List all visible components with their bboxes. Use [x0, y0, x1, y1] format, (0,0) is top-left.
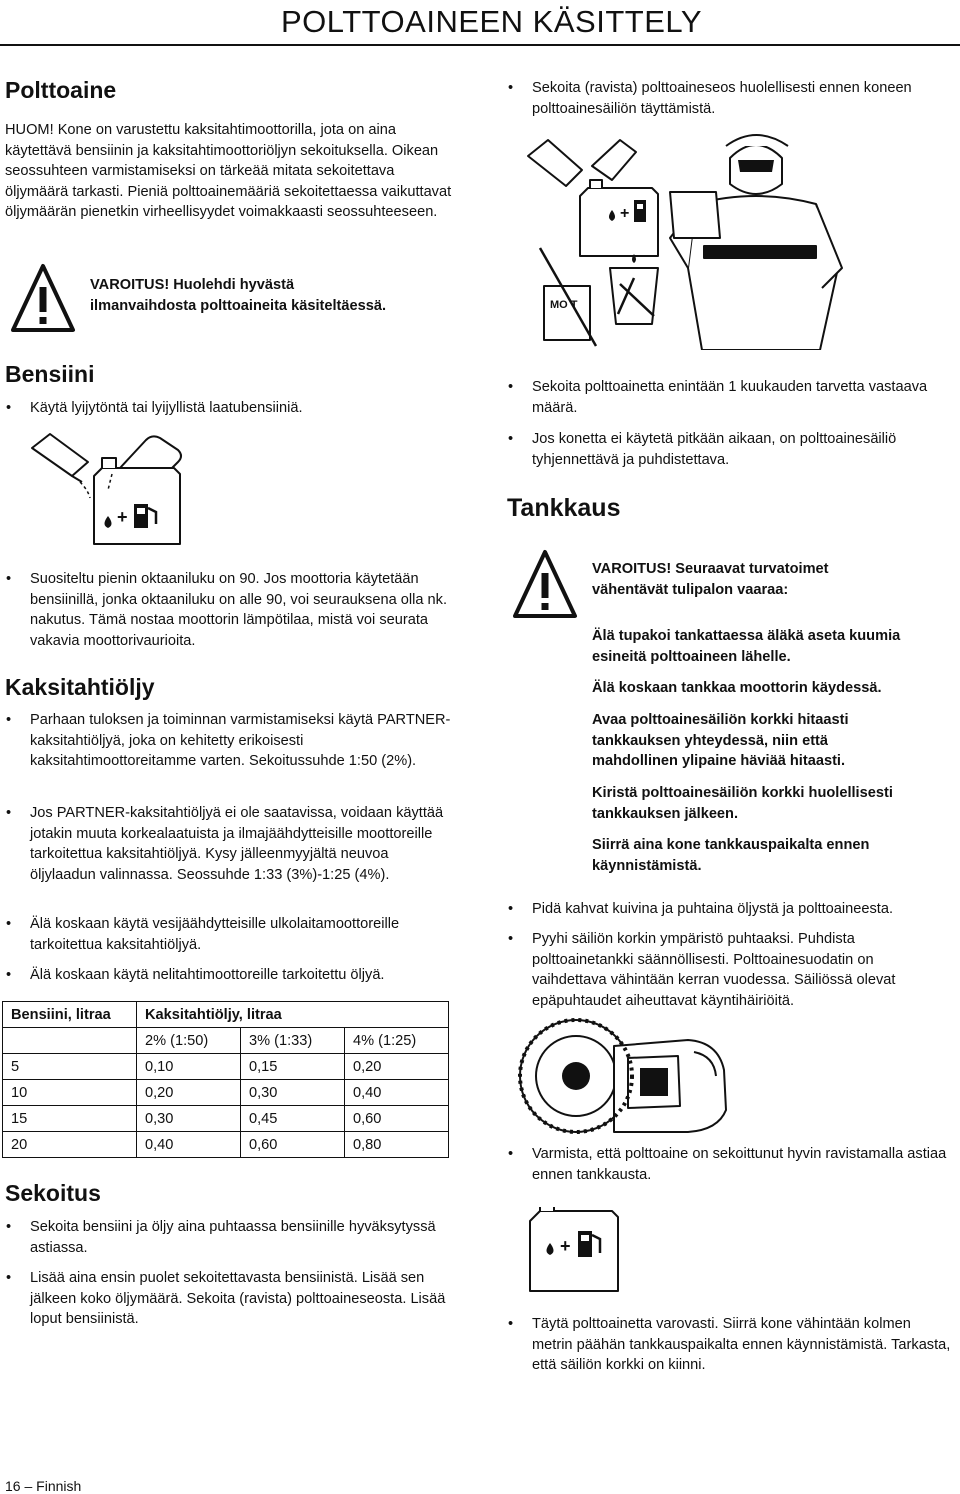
svg-text:+: +	[620, 205, 630, 222]
table-cell: 0,30	[137, 1106, 241, 1132]
table-cell: 0,40	[137, 1132, 241, 1158]
table-cell: 10	[3, 1080, 137, 1106]
refuel-bullet-text: Pidä kahvat kuivina ja puhtaina öljystä ja polttoaineesta.	[532, 901, 894, 917]
table-header-petrol: Bensiini, litraa	[3, 1002, 137, 1028]
table-row	[3, 1106, 449, 1132]
page-header-title: POLTTOAINEEN KÄSITTELY	[281, 4, 702, 39]
table-cell: 0,45	[241, 1106, 345, 1132]
svg-text:+: +	[560, 1236, 571, 1256]
section-heading-tankkaus: Tankkaus	[507, 494, 621, 522]
person-shaking-fuel-illustration	[520, 118, 860, 350]
list-item: • Suositeltu pienin oktaaniluku on 90. Jos moottoria käytetään bensiinillä, jonka oktaaniluku on alle 90, voi seurauksena olla nk. nakutus. Tämä nostaa moottorin lämpötilaa, mistä voi seurata vakavia moottorivaurioita.	[6, 571, 447, 649]
page-number: 16	[5, 1478, 21, 1494]
fire-warning-item: Älä koskaan tankkaa moottorin käydessä.	[592, 680, 882, 696]
fire-warning-item: Avaa polttoainesäiliön korkki hitaasti tankkauksen yhteydessä, niin että mahdollinen ylipaine häviää hitaasti.	[592, 712, 849, 769]
table-cell: 0,80	[345, 1132, 449, 1158]
list-item: • Älä koskaan käytä nelitahtimoottoreille tarkoitettu öljyä.	[6, 967, 385, 983]
bensiini-bullet-text: Suositeltu pienin oktaaniluku on 90. Jos moottoria käytetään bensiinillä, jonka oktaaniluku on alle 90, voi seurauksena olla nk. nakutus. Tämä nostaa moottorin lämpötilaa, mistä voi seurata vakavia moottorivaurioita.	[30, 571, 447, 649]
table-row	[3, 1028, 449, 1054]
fire-warning-title-line2: vähentävät tulipalon vaaraa:	[592, 582, 789, 598]
table-row	[3, 1132, 449, 1158]
oil-bullet-text: Älä koskaan käytä nelitahtimoottoreille tarkoitettu öljyä.	[30, 967, 385, 983]
list-item: • Jos konetta ei käytetä pitkään aikaan, on polttoainesäiliö tyhjennettävä ja puhdistettava.	[508, 431, 897, 468]
table-header-ratio: 4% (1:25)	[345, 1028, 449, 1054]
page-footer	[5, 1478, 81, 1494]
list-item: • Pidä kahvat kuivina ja puhtaina öljystä ja polttoaineesta.	[508, 901, 894, 917]
table-cell: 0,60	[345, 1106, 449, 1132]
table-cell: 20	[3, 1132, 137, 1158]
fire-warning-item: Älä tupakoi tankattaessa äläkä aseta kuumia esineitä polttoaineen lähelle.	[592, 628, 901, 665]
fuel-mix-table	[2, 1001, 449, 1158]
warning-ventilation-line1: VAROITUS! Huolehdi hyvästä	[90, 277, 295, 293]
fire-warning-item: Kiristä polttoainesäiliön korkki huolellisesti tankkauksen jälkeen.	[592, 785, 893, 822]
section-heading-bensiini: Bensiini	[5, 361, 95, 387]
list-item: • Varmista, että polttoaine on sekoittunut hyvin ravistamalla astiaa ennen tankkausta.	[508, 1146, 947, 1183]
header-rule	[0, 44, 960, 46]
warning-ventilation-line2: ilmanvaihdosta polttoaineita käsiteltäessä.	[90, 298, 387, 314]
table-row	[3, 1002, 449, 1028]
oil-bullet-text: Älä koskaan käytä vesijäähdytteisille ulkolaitamoottoreille tarkoitettua kaksitahtiöljyä.	[30, 916, 400, 953]
list-item: • Sekoita (ravista) polttoaineseos huolellisesti ennen koneen polttoainesäiliön täyttämistä.	[508, 80, 912, 117]
refuel-bullet-text: Täytä polttoainetta varovasti. Siirrä kone vähintään kolmen metrin päähän tankkauspaikalta ennen käynnistämistä. Tarkasta, että säiliön korkki on kiinni.	[532, 1316, 951, 1373]
footer-language: Finnish	[36, 1478, 82, 1494]
fire-warning-item: Siirrä aina kone tankkauspaikalta ennen käynnistämistä.	[592, 837, 870, 874]
warning-triangle-icon	[10, 263, 76, 333]
fire-warning-title-line1: VAROITUS! Seuraavat turvatoimet	[592, 561, 829, 577]
section-heading-polttoaine: Polttoaine	[5, 77, 117, 103]
table-row	[3, 1054, 449, 1080]
table-cell: 0,40	[345, 1080, 449, 1106]
oil-bullet-text: Parhaan tuloksen ja toiminnan varmistamiseksi käytä PARTNER-kaksitahtiöljyä, joka on kehitetty erikoisesti kaksitahtimoottoreitamme varten. Sekoitussuhde 1:50 (2%).	[30, 712, 451, 769]
power-cutter-illustration	[518, 1010, 738, 1136]
list-item: • Lisää aina ensin puolet sekoitettavasta bensiinistä. Lisää sen jälkeen koko öljymäärä. Sekoita (ravista) polttoaineseosta. Lisää loput bensiinistä.	[6, 1270, 446, 1327]
polttoaine-paragraph: HUOM! Kone on varustettu kaksitahtimoottorilla, jota on aina käytettävä bensiinin ja kaksitahtimoottoriöljyn sekoituksella. Oikean seossuhteen varmistamiseksi on tärkeää mitata sekoitettava öljymäärä tarkasti. Pieniä polttoainemääriä sekoitettaessa vaikuttavat öljymäärän pienetkin virheellisyydet voimakkaasti seossuhteeseen.	[5, 122, 452, 220]
mixing-bullet-text: Jos konetta ei käytetä pitkään aikaan, on polttoainesäiliö tyhjennettävä ja puhdistettava.	[532, 431, 897, 468]
table-cell: 5	[3, 1054, 137, 1080]
fuel-mixing-illustration	[28, 428, 188, 550]
oil-can-label: MO T	[550, 299, 578, 311]
mixing-bullet-text: Sekoita polttoainetta enintään 1 kuukauden tarvetta vastaava määrä.	[532, 379, 928, 416]
table-cell: 0,20	[345, 1054, 449, 1080]
mixing-bullet-text: Sekoita (ravista) polttoaineseos huolellisesti ennen koneen polttoainesäiliön täyttämistä.	[532, 80, 912, 117]
table-header-oil: Kaksitahtiöljy, litraa	[137, 1002, 449, 1028]
table-header-ratio: 3% (1:33)	[241, 1028, 345, 1054]
list-item: • Käytä lyijytöntä tai lyijyllistä laatubensiiniä.	[6, 400, 303, 416]
list-item: • Älä koskaan käytä vesijäähdytteisille ulkolaitamoottoreille tarkoitettua kaksitahtiöljyä.	[6, 916, 400, 953]
list-item: • Täytä polttoainetta varovasti. Siirrä kone vähintään kolmen metrin päähän tankkauspaikalta ennen käynnistämistä. Tarkasta, että säiliön korkki on kiinni.	[508, 1316, 951, 1373]
oil-bullet-text: Jos PARTNER-kaksitahtiöljyä ei ole saatavissa, voidaan käyttää jotakin muuta korkealaatuista ja ilmajäähdytteisille moottoreille tarkoitettua kaksitahtiöljyä. Kysy jälleenmyyjältä neuvoa öljylaadun valinnassa. Seossuhde 1:33 (3%)-1:25 (4%).	[30, 805, 444, 883]
warning-triangle-icon	[512, 549, 578, 619]
table-cell: 0,20	[137, 1080, 241, 1106]
fuel-canister-illustration	[526, 1207, 622, 1295]
mixing-bullet-text: Lisää aina ensin puolet sekoitettavasta bensiinistä. Lisää sen jälkeen koko öljymäärä. Sekoita (ravista) polttoaineseosta. Lisää loput bensiinistä.	[30, 1270, 446, 1327]
table-cell: 0,30	[241, 1080, 345, 1106]
table-cell: 15	[3, 1106, 137, 1132]
list-item: • Jos PARTNER-kaksitahtiöljyä ei ole saatavissa, voidaan käyttää jotakin muuta korkealaatuista ja ilmajäähdytteisille moottoreille tarkoitettua kaksitahtiöljyä. Kysy jälleenmyyjältä neuvoa öljylaadun valinnassa. Seossuhde 1:33 (3%)-1:25 (4%).	[6, 805, 444, 883]
table-row	[3, 1080, 449, 1106]
table-cell: 0,15	[241, 1054, 345, 1080]
list-item: • Pyyhi säiliön korkin ympäristö puhtaaksi. Puhdista polttoainetankki säännöllisesti. Polttoainesuodatin on vaihdettava vähintään kerran vuodessa. Säiliössä olevat epäpuhtaudet aiheuttavat käyntihäiriöitä.	[508, 931, 896, 1009]
table-cell: 0,10	[137, 1054, 241, 1080]
mixing-bullet-text: Sekoita bensiini ja öljy aina puhtaassa bensiinille hyväksytyssä astiassa.	[30, 1219, 436, 1256]
table-cell: 0,60	[241, 1132, 345, 1158]
refuel-bullet-text: Pyyhi säiliön korkin ympäristö puhtaaksi. Puhdista polttoainetankki säännöllisesti. Polttoainesuodatin on vaihdettava vähintään kerran vuodessa. Säiliössä olevat epäpuhtaudet aiheuttavat käyntihäiriöitä.	[532, 931, 896, 1009]
section-heading-kaksitahtioljy: Kaksitahtiöljy	[5, 674, 155, 700]
list-item: • Parhaan tuloksen ja toiminnan varmistamiseksi käytä PARTNER-kaksitahtiöljyä, joka on kehitetty erikoisesti kaksitahtimoottoreitamme varten. Sekoitussuhde 1:50 (2%).	[6, 712, 451, 769]
refuel-bullet-text: Varmista, että polttoaine on sekoittunut hyvin ravistamalla astiaa ennen tankkausta.	[532, 1146, 947, 1183]
footer-dash: –	[24, 1478, 33, 1494]
svg-text:+: +	[117, 507, 128, 527]
list-item: • Sekoita polttoainetta enintään 1 kuukauden tarvetta vastaava määrä.	[508, 379, 928, 416]
bensiini-bullet-text: Käytä lyijytöntä tai lyijyllistä laatubensiiniä.	[30, 400, 303, 416]
table-header-ratio: 2% (1:50)	[137, 1028, 241, 1054]
section-heading-sekoitus: Sekoitus	[5, 1180, 101, 1206]
list-item: • Sekoita bensiini ja öljy aina puhtaassa bensiinille hyväksytyssä astiassa.	[6, 1219, 436, 1256]
